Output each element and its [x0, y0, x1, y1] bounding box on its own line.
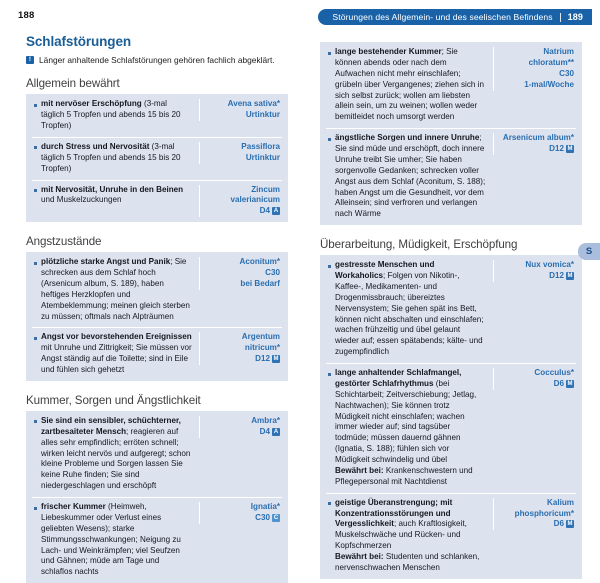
remedy-name: Zincum valerianicum [230, 184, 280, 205]
bullet-icon [34, 146, 37, 149]
remedy-potency: D4 A [259, 206, 279, 216]
running-head [318, 9, 592, 25]
section-heading-ueberarbeitung: Überarbeitung, Müdigkeit, Erschöpfung [320, 238, 518, 252]
remedy-name: Nux vomica* [525, 260, 574, 270]
right-page-column [320, 42, 582, 579]
remedy-cell [493, 498, 582, 531]
symptom-cell [320, 498, 493, 574]
remedy-potency: D6 M [553, 519, 573, 529]
remedy-name: Arsenicum album* [502, 133, 574, 143]
bullet-icon [328, 373, 331, 376]
bullet-icon [34, 189, 37, 192]
remedy-dosing: 1-mal/Woche [524, 79, 574, 89]
remedy-cell [199, 502, 288, 524]
remedy-name: Argentum nitricum* [241, 332, 280, 353]
proven-label: Bewährt bei: [335, 465, 384, 475]
remedy-cell [199, 416, 288, 438]
symptom-text: mit nervöser Erschöpfung (3-mal täglich 5 Tropfen und abends 15 bis 20 Tropfen) [41, 99, 181, 131]
application-badge-icon: M [567, 146, 573, 152]
remedy-potency: D4 A [259, 426, 279, 436]
table-row [26, 94, 288, 137]
symptom-cell [26, 142, 199, 175]
remedy-cell [199, 142, 288, 164]
bullet-icon [328, 138, 331, 141]
remedy-table-allgemein [26, 94, 288, 222]
right-page-folio: 189 [567, 12, 583, 22]
application-badge-icon: A [273, 208, 279, 215]
symptom-cell [320, 260, 493, 358]
table-row [26, 252, 288, 327]
remedy-potency: C30 C [255, 512, 279, 522]
remedy-table-ueberarbeitung [320, 255, 582, 579]
application-badge-icon: M [567, 273, 573, 279]
bullet-icon [34, 420, 37, 423]
symptom-cell [26, 502, 199, 578]
remedy-potency: D12 M [549, 271, 573, 280]
remedy-potency: D6 M [553, 378, 573, 388]
symptom-text: Sie sind ein sensibler, schüchterner, zartbesaiteter Mensch; reagieren auf alles sehr empfindlich; erröten schnell; wirken leicht nervös und aufgeregt; schon kleine Probleme und Sorgen lassen Sie keine Ruhe finden; Sie sind niedergeschlagen und erschöpft [41, 415, 191, 491]
remedy-potency: Urtinktur [245, 110, 280, 120]
table-row [26, 327, 288, 381]
remedy-name: Aconitum* [239, 257, 280, 267]
proven-label: Bewährt bei: [335, 552, 384, 561]
remedy-cell [199, 332, 288, 365]
remedy-cell [199, 257, 288, 290]
symptom-text: gestresste Menschen und Workaholics; Folgen von Nikotin-, Kaffee-, Medikamenten- und Drogenmissbrauch; übereiztes Nervensystem; Sie gehen spät ins Bett, können nicht abschalten und einschlafen; wachen frühzeitig und übel gelaunt wieder auf; essen spätabends; kälte- und zugempfindlich [335, 260, 484, 357]
table-row [320, 42, 582, 128]
symptom-cell [26, 332, 199, 376]
remedy-dosing: bei Bedarf [240, 278, 280, 288]
symptom-cell [320, 47, 493, 123]
table-row [26, 411, 288, 497]
clinical-note-text: Länger anhaltende Schlafstörungen gehören fachlich abgeklärt. [39, 55, 275, 65]
remedy-cell [493, 260, 582, 282]
application-badge-icon: M [273, 356, 279, 363]
symptom-text: frischer Kummer (Heimweh, Liebeskummer oder Verlust eines geliebten Wesens); starke Stimmungsschwankungen; Neigung zu Lach- und Weinkrämpfen; viel Seufzen und Gähnen; müde am Tage und schlaflos nachts [41, 502, 181, 577]
table-row [26, 180, 288, 223]
remedy-potency: D12 M [549, 144, 573, 153]
left-page-folio: 188 [18, 10, 35, 21]
symptom-cell [26, 185, 199, 207]
symptom-text: lange bestehender Kummer; Sie können abends oder nach dem Aufwachen nicht mehr einschlafen; grübeln über Vergangenes; ziehen sich in sich selbst zurück; wollen am liebsten allein sein, um zu weinen; wollen weder bemitleidet noch umsorgt werden [335, 47, 484, 122]
symptom-text: geistige Überanstrengung; mit Konzentrationsstörungen und Vergesslichkeit; auch Kraftlosigkeit, Muskelschwäche und Rücken- und Kopfschmerzen Bewährt bei: Studenten und schlanken, nervenschwachen Menschen [335, 497, 480, 572]
bullet-icon [34, 262, 37, 265]
bullet-icon [34, 337, 37, 340]
remedy-name: Natrium chloratum** [528, 47, 574, 67]
table-row [320, 255, 582, 363]
remedy-cell [199, 185, 288, 218]
remedy-name: Ambra* [251, 415, 280, 425]
application-badge-icon: M [567, 380, 573, 387]
table-row [26, 137, 288, 180]
remedy-name: Kalium phosphoricum* [514, 497, 574, 518]
remedy-cell [493, 133, 582, 155]
symptom-text: lange anhaltender Schlafmangel, gestörter Schlafrhythmus (bei Schichtarbeit; Zeitverschiebung; Jetlag, Nachtwachen); Sie können trotz Müdigkeit nicht einschlafen; wachen immer wieder auf; sind tagsüber todmüde; müssen dauernd gähnen (Ignatia, S. 188); fühlen sich vor Müdigkeit schwindelig und übel Bewährt bei: Krankenschwestern und Pflegepersonal mit Nachtdienst [335, 368, 477, 486]
clinical-note [26, 55, 288, 66]
remedy-cell [493, 368, 582, 390]
symptom-cell [26, 99, 199, 132]
left-page-column [26, 34, 288, 583]
application-badge-icon: C [273, 514, 279, 521]
remedy-potency: C30 [559, 68, 574, 78]
symptom-cell [320, 133, 493, 220]
chapter-thumb-tab[interactable]: S [578, 243, 600, 260]
symptom-cell [26, 257, 199, 322]
symptom-text: plötzliche starke Angst und Panik; Sie schrecken aus dem Schlaf hoch (Arsenicum album, S. 189), haben heftiges Herzklopfen und Atembeklemmung; meinen gleich sterben zu müssen; oftmals nach Alpträumen [41, 257, 190, 321]
remedy-potency: C30 [265, 268, 280, 278]
remedy-table-kummer-continued [320, 42, 582, 225]
remedy-name: Avena sativa* [227, 99, 280, 109]
remedy-name: Ignatia* [250, 502, 280, 512]
symptom-text: ängstliche Sorgen und innere Unruhe; Sie sind müde und erschöpft, doch innere Unruhe treibt Sie umher; Sie haben sorgenvolle Gedanken; schrecken voller Angst aus dem Schlaf (Aconitum, S. 188); haben Angst um die Gesundheit, vor dem Alleinsein; sind verfroren und verlangen nach Wärme [335, 133, 486, 219]
table-row [320, 493, 582, 579]
remedy-name: Passiflora [241, 141, 280, 151]
bullet-icon [34, 104, 37, 107]
bullet-icon [328, 52, 331, 55]
warning-icon: ! [26, 56, 34, 64]
remedy-cell [199, 99, 288, 121]
section-heading-angstzustaende: Angstzustände [26, 235, 102, 249]
bullet-icon [328, 502, 331, 505]
symptom-text: durch Stress und Nervosität (3-mal täglich 5 Tropfen und abends 15 bis 20 Tropfen) [41, 141, 181, 173]
remedy-table-angstzustaende [26, 252, 288, 381]
bullet-icon [328, 265, 331, 268]
remedy-name: Cocculus* [534, 368, 574, 377]
table-row [320, 363, 582, 493]
remedy-cell [493, 47, 582, 91]
table-row [320, 128, 582, 225]
page-title: Schlafstörungen [26, 34, 132, 49]
application-badge-icon: M [567, 521, 573, 528]
symptom-text: Angst vor bevorstehenden Ereignissen mit Unruhe und Zittrigkeit; Sie müssen vor Angst ständig auf die Toilette; sind in Eile und fühlen sich gehetzt [41, 332, 192, 375]
symptom-cell [26, 416, 199, 492]
application-badge-icon: A [273, 428, 279, 435]
table-row [26, 497, 288, 583]
symptom-cell [320, 368, 493, 488]
bullet-icon [34, 507, 37, 510]
remedy-potency: D12 M [255, 354, 279, 364]
remedy-table-kummer [26, 411, 288, 583]
running-head-divider [560, 13, 561, 22]
section-heading-allgemein: Allgemein bewährt [26, 77, 120, 91]
running-head-title: Störungen des Allgemein- und des seelischen Befindens [332, 12, 553, 22]
remedy-potency: Urtinktur [245, 152, 280, 162]
symptom-text: mit Nervosität, Unruhe in den Beinen und Muskelzuckungen [41, 184, 184, 205]
section-heading-kummer: Kummer, Sorgen und Ängstlichkeit [26, 393, 201, 407]
